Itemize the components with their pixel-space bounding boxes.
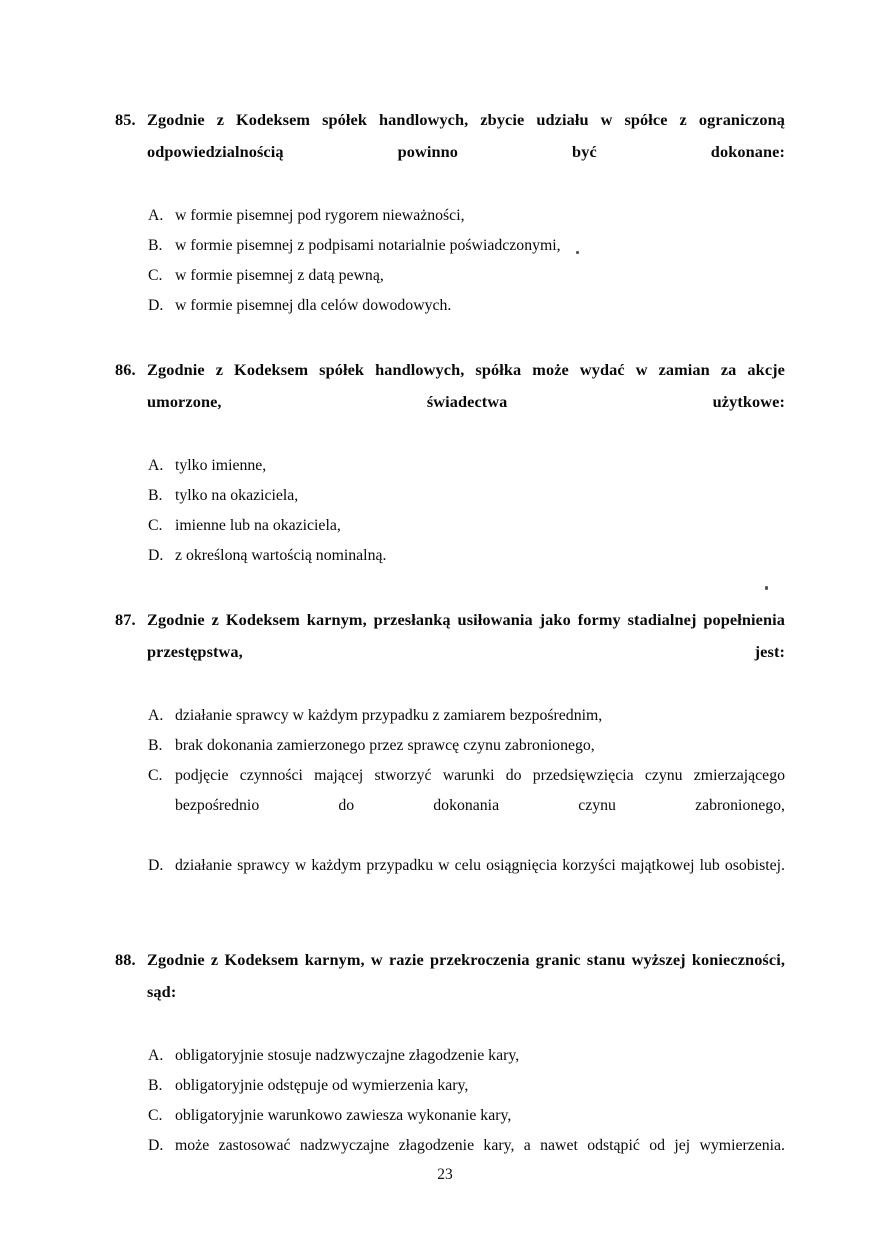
option-text: działanie sprawcy w każdym przypadku z zamiarem bezpośrednim,: [175, 707, 603, 724]
option-letter: D.: [148, 1137, 164, 1154]
option-text: obligatoryjnie warunkowo zawiesza wykonanie kary,: [175, 1107, 512, 1124]
question-block: [115, 354, 785, 571]
question-number: 88.: [115, 950, 136, 969]
option-letter: A.: [148, 207, 164, 224]
options-list: [115, 451, 785, 571]
question-number: 85.: [115, 110, 136, 129]
option-text: tylko na okaziciela,: [175, 487, 299, 504]
question-number: 87.: [115, 610, 136, 629]
option-letter: B.: [148, 737, 163, 754]
option-letter: C.: [148, 517, 163, 534]
options-list: [115, 201, 785, 321]
option-d[interactable]: [148, 851, 785, 911]
options-list: [115, 701, 785, 911]
question-text: Zgodnie z Kodeksem karnym, przesłanką usiłowania jako formy stadialnej popełnienia przestępstwa, jest:: [147, 610, 785, 661]
option-text: w formie pisemnej z podpisami notarialnie poświadczonymi,: [175, 237, 561, 254]
option-letter: C.: [148, 1107, 163, 1124]
scan-speckle: [576, 251, 579, 254]
option-text: brak dokonania zamierzonego przez sprawcę czynu zabronionego,: [175, 737, 595, 754]
option-a[interactable]: [148, 201, 785, 231]
option-a[interactable]: [148, 701, 785, 731]
question-text: Zgodnie z Kodeksem karnym, w razie przekroczenia granic stanu wyższej konieczności, sąd:: [147, 950, 785, 1001]
option-letter: A.: [148, 1047, 164, 1064]
option-text: działanie sprawcy w każdym przypadku w celu osiągnięcia korzyści majątkowej lub osobistej.: [175, 857, 785, 874]
question-text: Zgodnie z Kodeksem spółek handlowych, zbycie udziału w spółce z ograniczoną odpowiedzialnością powinno być dokonane:: [147, 110, 785, 161]
option-c[interactable]: [148, 1101, 785, 1131]
option-letter: B.: [148, 487, 163, 504]
option-text: z określoną wartością nominalną.: [175, 547, 387, 564]
option-c[interactable]: [148, 511, 785, 541]
questions-container: [115, 104, 785, 1191]
option-d[interactable]: [148, 541, 785, 571]
question-stem: [115, 104, 785, 200]
option-letter: A.: [148, 707, 164, 724]
option-letter: B.: [148, 1077, 163, 1094]
option-text: może zastosować nadzwyczajne złagodzenie kary, a nawet odstąpić od jej wymierzenia.: [175, 1137, 785, 1154]
option-letter: D.: [148, 857, 164, 874]
option-text: obligatoryjnie stosuje nadzwyczajne złagodzenie kary,: [175, 1047, 520, 1064]
option-a[interactable]: [148, 1041, 785, 1071]
option-letter: C.: [148, 267, 163, 284]
question-number: 86.: [115, 360, 136, 379]
question-block: [115, 604, 785, 911]
option-text: w formie pisemnej z datą pewną,: [175, 267, 384, 284]
option-c[interactable]: [148, 261, 785, 291]
option-text: obligatoryjnie odstępuje od wymierzenia kary,: [175, 1077, 469, 1094]
option-a[interactable]: [148, 451, 785, 481]
question-block: [115, 944, 785, 1191]
option-text: w formie pisemnej pod rygorem nieważności,: [175, 207, 465, 224]
scan-speckle: [765, 586, 768, 590]
page-number: 23: [437, 1166, 453, 1183]
question-text: Zgodnie z Kodeksem spółek handlowych, spółka może wydać w zamian za akcje umorzone, świadectwa użytkowe:: [147, 360, 785, 411]
option-letter: A.: [148, 457, 164, 474]
option-text: imienne lub na okaziciela,: [175, 517, 341, 534]
option-text: w formie pisemnej dla celów dowodowych.: [175, 297, 452, 314]
option-letter: D.: [148, 547, 164, 564]
question-stem: [115, 944, 785, 1040]
option-text: tylko imienne,: [175, 457, 267, 474]
option-letter: D.: [148, 297, 164, 314]
option-d[interactable]: [148, 291, 785, 321]
option-c[interactable]: [148, 761, 785, 851]
question-stem: [115, 604, 785, 700]
question-block: [115, 104, 785, 321]
option-b[interactable]: [148, 1071, 785, 1101]
option-letter: B.: [148, 237, 163, 254]
option-b[interactable]: [148, 731, 785, 761]
option-text: podjęcie czynności mającej stworzyć warunki do przedsięwzięcia czynu zmierzającego bezpośrednio do dokonania czynu zabronionego,: [175, 767, 785, 814]
option-b[interactable]: [148, 481, 785, 511]
option-b[interactable]: [148, 231, 785, 261]
question-stem: [115, 354, 785, 450]
option-letter: C.: [148, 767, 163, 784]
